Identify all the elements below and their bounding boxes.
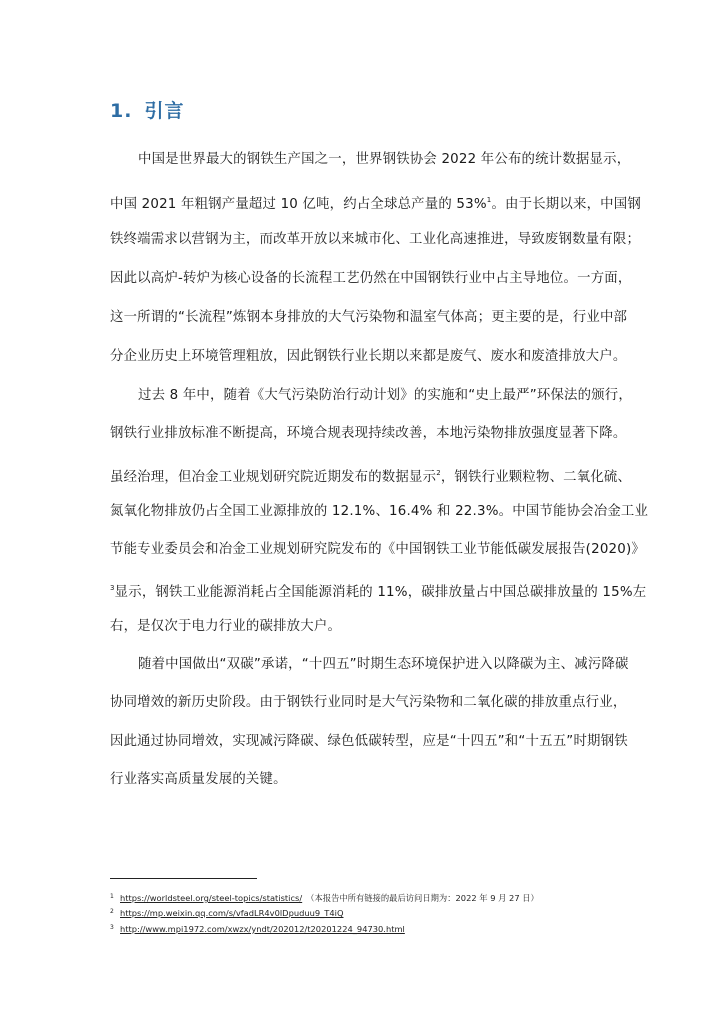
paragraph-line (110, 540, 645, 560)
line-text: 中国是世界最大的钢铁生产国之一，世界钢铁协会 2022 年公布的统计数据显示， (138, 152, 631, 167)
line-text: 右，是仅次于电力行业的碳排放大户。 (110, 619, 342, 634)
line-text: 铁终端需求以营钢为主，而改革开放以来城市化、工业化高速推进，导致废钢数量有限； (110, 232, 641, 247)
paragraph-line (138, 386, 632, 406)
footnote-link[interactable]: https://worldsteel.org/steel-topics/statistics/ (120, 893, 303, 903)
paragraph-line (138, 655, 629, 675)
line-text: 因此通过协同增效，实现减污降碳、绿色低碳转型，应是“十四五”和“十五五”时期钢铁 (110, 734, 628, 749)
footnote-reference[interactable]: 2 (436, 469, 441, 477)
line-text: 行业落实高质量发展的关键。 (110, 772, 287, 787)
line-text: 节能专业委员会和冶金工业规划研究院发布的《中国钢铁工业节能低碳发展报告(2020)》 (110, 542, 645, 557)
line-text-continued: 。由于长期以来，中国钢 (491, 197, 641, 212)
paragraph-line (110, 308, 627, 328)
line-text: 中国 2021 年粗钢产量超过 10 亿吨，约占全球总产量的 53% (110, 197, 487, 212)
footnote-mark: 2 (110, 908, 114, 915)
footnote-mark: 1 (110, 893, 114, 900)
line-text: 因此以高炉-转炉为核心设备的长流程工艺仍然在中国钢铁行业中占主导地位。一方面， (110, 271, 632, 286)
footnote-link[interactable]: https://mp.weixin.qq.com/s/vfadLR4v0lDpuduu9_T4iQ (120, 908, 344, 918)
section-title: 引言 (144, 100, 185, 122)
paragraph-line (110, 269, 631, 289)
line-text: 随着中国做出“双碳”承诺，“十四五”时期生态环境保护进入以降碳为主、减污降碳 (138, 657, 629, 672)
footnote-divider (110, 878, 257, 879)
paragraph-line (110, 770, 287, 790)
footnote-mark: 3 (110, 924, 114, 931)
line-text-continued: 显示，钢铁工业能源消耗占全国能源消耗的 11%，碳排放量占中国总碳排放量的 15%左 (114, 585, 647, 600)
footnote (110, 906, 344, 918)
paragraph-line (110, 578, 646, 598)
paragraph-line (110, 347, 626, 367)
paragraph-line (110, 424, 626, 444)
footnote (110, 922, 405, 934)
paragraph-line (110, 617, 341, 637)
footnote-note: （本报告中所有链接的最后访问日期为：2022 年 9 月 27 日） (306, 893, 539, 903)
section-heading (110, 96, 184, 123)
paragraph-line (110, 463, 631, 483)
section-number: 1. (110, 100, 133, 122)
line-text: 分企业历史上环境管理粗放，因此钢铁行业长期以来都是废气、废水和废渣排放大户。 (110, 349, 627, 364)
line-text: 钢铁行业排放标准不断提高，环境合规表现持续改善，本地污染物排放强度显著下降。 (110, 426, 627, 441)
line-text: 这一所谓的“长流程”炼钢本身排放的大气污染物和温室气体高；更主要的是，行业中部 (110, 310, 628, 325)
line-text: 协同增效的新历史阶段。由于钢铁行业同时是大气污染物和二氧化碳的排放重点行业， (110, 695, 627, 710)
footnote-link[interactable]: http://www.mpi1972.com/xwzx/yndt/202012/t20201224_94730.html (120, 924, 405, 934)
paragraph-line (110, 502, 648, 522)
paragraph-line (138, 150, 630, 170)
footnote-reference[interactable]: 1 (486, 196, 492, 204)
line-text: 过去 8 年中，随着《大气污染防治行动计划》的实施和“史上最严”环保法的颁行， (138, 388, 632, 403)
line-text: 虽经治理，但冶金工业规划研究院近期发布的数据显示 (110, 470, 437, 485)
footnote-reference[interactable]: 3 (110, 584, 115, 592)
line-text: 氮氧化物排放仍占全国工业源排放的 12.1%、16.4% 和 22.3%。中国节能协会冶金工业 (110, 504, 649, 519)
paragraph-line (110, 190, 641, 210)
body-text (110, 150, 649, 790)
paragraph-line (110, 693, 626, 713)
line-text-continued: ，钢铁行业颗粒物、二氧化硫、 (440, 470, 632, 485)
footnote (110, 891, 539, 903)
paragraph-line (110, 230, 640, 250)
paragraph-line (110, 732, 628, 752)
